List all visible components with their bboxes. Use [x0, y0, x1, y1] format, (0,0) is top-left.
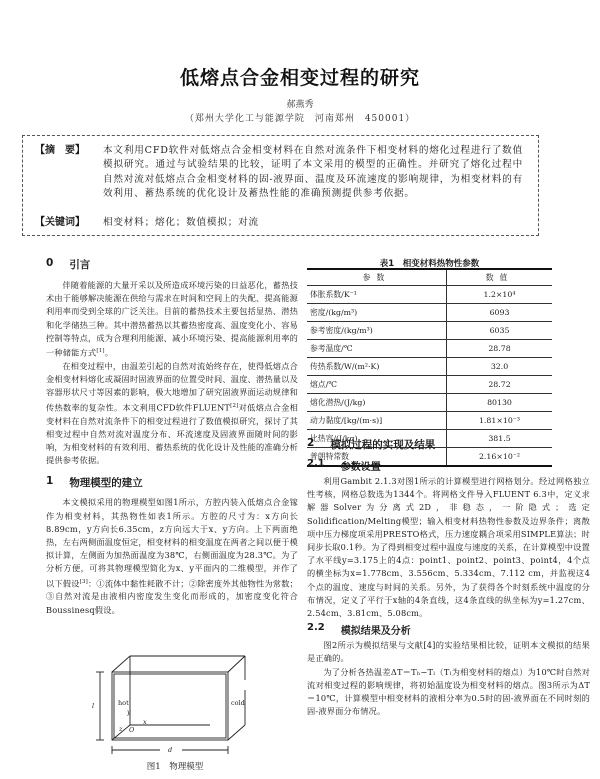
figure-1-caption: 图1 物理模型 [146, 762, 204, 772]
parameter-cell: 动力黏度/[kg/(m·s)] [307, 412, 447, 430]
value-cell: 381.5 [447, 430, 553, 448]
parameter-cell: 普朗特常数 [307, 448, 447, 467]
paper-title: 低熔点合金相变过程的研究 [179, 67, 420, 89]
table-row [307, 340, 552, 358]
intro-paragraph-2 [46, 360, 298, 467]
table-row [307, 394, 552, 412]
section-number: 1 [46, 475, 54, 488]
citation: [3] [79, 578, 89, 585]
parameter-cell: 参考温度/℃ [307, 340, 447, 358]
right-column [307, 437, 590, 718]
subsection-number: 2.1 [307, 458, 325, 469]
value-cell: 2.16×10⁻² [447, 448, 553, 467]
text: 伴随着能源的大量开采以及所造成环境污染的日益恶化，蓄热技术由于能够解决能源在供给与需求在时间和空间上的失配、提高能源利用率而受到全球的广泛关注。目前的蓄热技术主要包括显热、潜热和化学储热三种。其中潜热蓄热以其蓄热密度高、温度变化小、容易控制等特点，成为合理利用能源、减小环境污染、提高能源利用率的一种储能方式 [46, 280, 298, 358]
value-cell: 28.78 [447, 340, 553, 358]
keywords-text: 相变材料；熔化；数值模拟；对流 [103, 217, 259, 228]
section-2-1-heading [307, 458, 590, 473]
section-number: 0 [46, 257, 54, 269]
value-cell: 1.81×10⁻³ [447, 412, 553, 430]
value-cell: 28.72 [447, 376, 553, 394]
value-cell: 1.2×10⁴ [447, 286, 553, 304]
intro-paragraph-1 [46, 279, 298, 360]
parameter-cell: 比热容/(J/kg) [307, 430, 447, 448]
citation: [1] [96, 348, 105, 355]
parameter-cell: 熔点/℃ [307, 376, 447, 394]
value-cell: 6035 [447, 322, 553, 340]
section-2-2-heading [307, 622, 590, 637]
subsection-title: 模拟结果及分析 [340, 626, 411, 638]
subsection-number: 2.2 [307, 622, 325, 634]
x-axis-label: x [143, 718, 147, 726]
depth-edge-br [228, 725, 245, 740]
citation: [2] [230, 402, 239, 409]
abstract-box [22, 135, 539, 236]
left-column [46, 257, 298, 617]
text: 。 [104, 347, 114, 358]
cold-label: cold [231, 699, 245, 707]
section-title: 模拟过程的实现及结果 [330, 439, 436, 451]
origin-label: O [129, 726, 135, 734]
depth-edge-tl [112, 656, 130, 672]
parameter-cell: 熔化潜热/(J/kg) [307, 394, 447, 412]
section-title: 引言 [69, 259, 91, 271]
parameter-cell: 参考密度/(kg/m³) [307, 322, 447, 340]
z-axis-label: z [119, 725, 123, 733]
parameter-cell: 体胀系数/K⁻¹ [307, 286, 447, 304]
results-paragraph-1: 图2所示为模拟结果与文献[4]的实验结果相比较，证明本文模拟的结果是正确的。 [307, 640, 590, 664]
keywords-label: 【关键词】 [35, 217, 85, 228]
abstract-label: 【摘 要】 [35, 145, 85, 156]
table-row [307, 412, 552, 430]
table-1-title: 表1 相变材料热物性参数 [379, 259, 480, 269]
text: 本文模拟采用的物理模型如图1所示，方腔内装入低熔点合金镓作为相变材料，其热物性如表1所示。方腔的尺寸为：x方向长8.89cm，y方向长6.35cm，z方向远大于x、y方向。上下两面绝热，左右两侧面温度恒定，相变材料的相变温度在两者之间以便于模拟计算，左侧面为加热面温度为38℃，右侧面温度为28.3℃。为了分析方便，可将其物理模型简化为x、y平面内的二维模型，并作了以下假设 [46, 497, 298, 589]
text: ：①流体中黏性耗散不计；②除密度外其他物性为常数；③自然对流是由液相内密度发生变化而形成的，加密度变化符合Boussinesq假设。 [46, 578, 298, 615]
table-header-row [307, 269, 552, 286]
section-number: 2 [307, 437, 315, 449]
table-row [307, 286, 552, 304]
parameter-cell: 传热系数/W/(m²·K) [307, 358, 447, 376]
y-axis-label: y [127, 708, 131, 716]
section-title: 物理模型的建立 [69, 477, 143, 490]
column-header-value: 数值 [447, 269, 553, 286]
value-cell: 6093 [447, 304, 553, 322]
model-paragraph [46, 496, 298, 617]
figure-1-physical-model [90, 650, 260, 760]
parameter-setup-paragraph: 利用Gambit 2.1.3对图1所示的计算模型进行网格划分。经过网格独立性考核，网格总数选为1344个。将网格文件导入FLUENT 6.3中，定义求解器Solver为分离式2D，非稳态，一阶隐式；选定Solidification/Melting模型；输入相变材料热物性参数及边界条件；离散项中压力梯度项采用PRESTO格式，压力速度耦合项采用SIMPLE算法；时间步长取0.1秒。为了得到相变过程中温度与速度的关系，在计算模型中设置了水平线y=3.175上的4点：point1、point2、point3、point4，4个点的横坐标为x=1.778cm、3.556cm、5.334cm、7.112 cm，并监视这4个点的温度、速度与时间的关系。另外，为了获得各个时刻系统中温度的分布情况，定义了平行于x轴的4条直线，这4条直线的纵坐标为y=1.27cm、2.54cm、3.81cm、5.08cm。 [307, 476, 590, 619]
author-affiliation: （郑州大学化工与能源学院 河南郑州 450001） [184, 114, 416, 124]
author-name: 郝燕秀 [286, 100, 314, 110]
column-header-parameter: 参数 [307, 269, 447, 286]
subsection-title: 参数设置 [340, 462, 381, 473]
height-label: l [92, 702, 95, 710]
abstract-text: 本文利用CFD软件对低熔点合金相变材料在自然对流条件下相变材料的熔化过程进行了数值模拟研究。通过与试验结果的比较，证明了本文采用的模型的正确性。并研究了熔化过程中自然对流对低熔点合金相变材料的固-液界面、温度及环流速度的影响规律，为相变材料的有效利用、蓄热系统的优化设计及蓄热性能的准确预测提供参考依据。 [103, 145, 523, 199]
width-label: d [168, 746, 173, 754]
section-0-heading [46, 257, 298, 272]
table-row [307, 304, 552, 322]
text: 在相变过程中，由温差引起的自然对流始终存在，使得低熔点合金相变材料熔化或凝固时固液界面的位置受时间、温度、潜热量以及容器形状尺寸等因素的影响，极大地增加了研究固液界面运动规律和传热数率的复杂性。本文利用CFD软件FLUENT [46, 360, 298, 413]
abstract-section [35, 144, 530, 216]
text: 对低熔点合金相变材料在自然对流条件下的相变过程进行了数值模拟研究，探讨了其相变过程中自然对流对温度分布、环流速度及固液界面随时间的影响，为相变材料的有效利用、蓄热系统的优化设计及性能的准确分析提供参考依据。 [46, 402, 298, 466]
depth-edge-tr [228, 656, 245, 672]
section-1-heading [46, 475, 298, 490]
section-2-heading [307, 437, 590, 452]
parameter-cell: 密度/(kg/m³) [307, 304, 447, 322]
value-cell: 80130 [447, 394, 553, 412]
hot-label: hot [118, 699, 129, 707]
value-cell: 32.0 [447, 358, 553, 376]
results-paragraph-2: 为了分析各热温差ΔT＝Tₕ−Tₗ（Tₗ为相变材料的熔点）为10℃时自然对流对相变过程的影响规律，将初始温度设为相变材料的熔点。图3所示为ΔT＝10℃，计算模型中相变材料的液相分率为0.5时的固-液界面在不同时刻的固-液界面分布情况。 [307, 666, 590, 717]
table-row [307, 376, 552, 394]
table-row [307, 322, 552, 340]
table-row [307, 358, 552, 376]
